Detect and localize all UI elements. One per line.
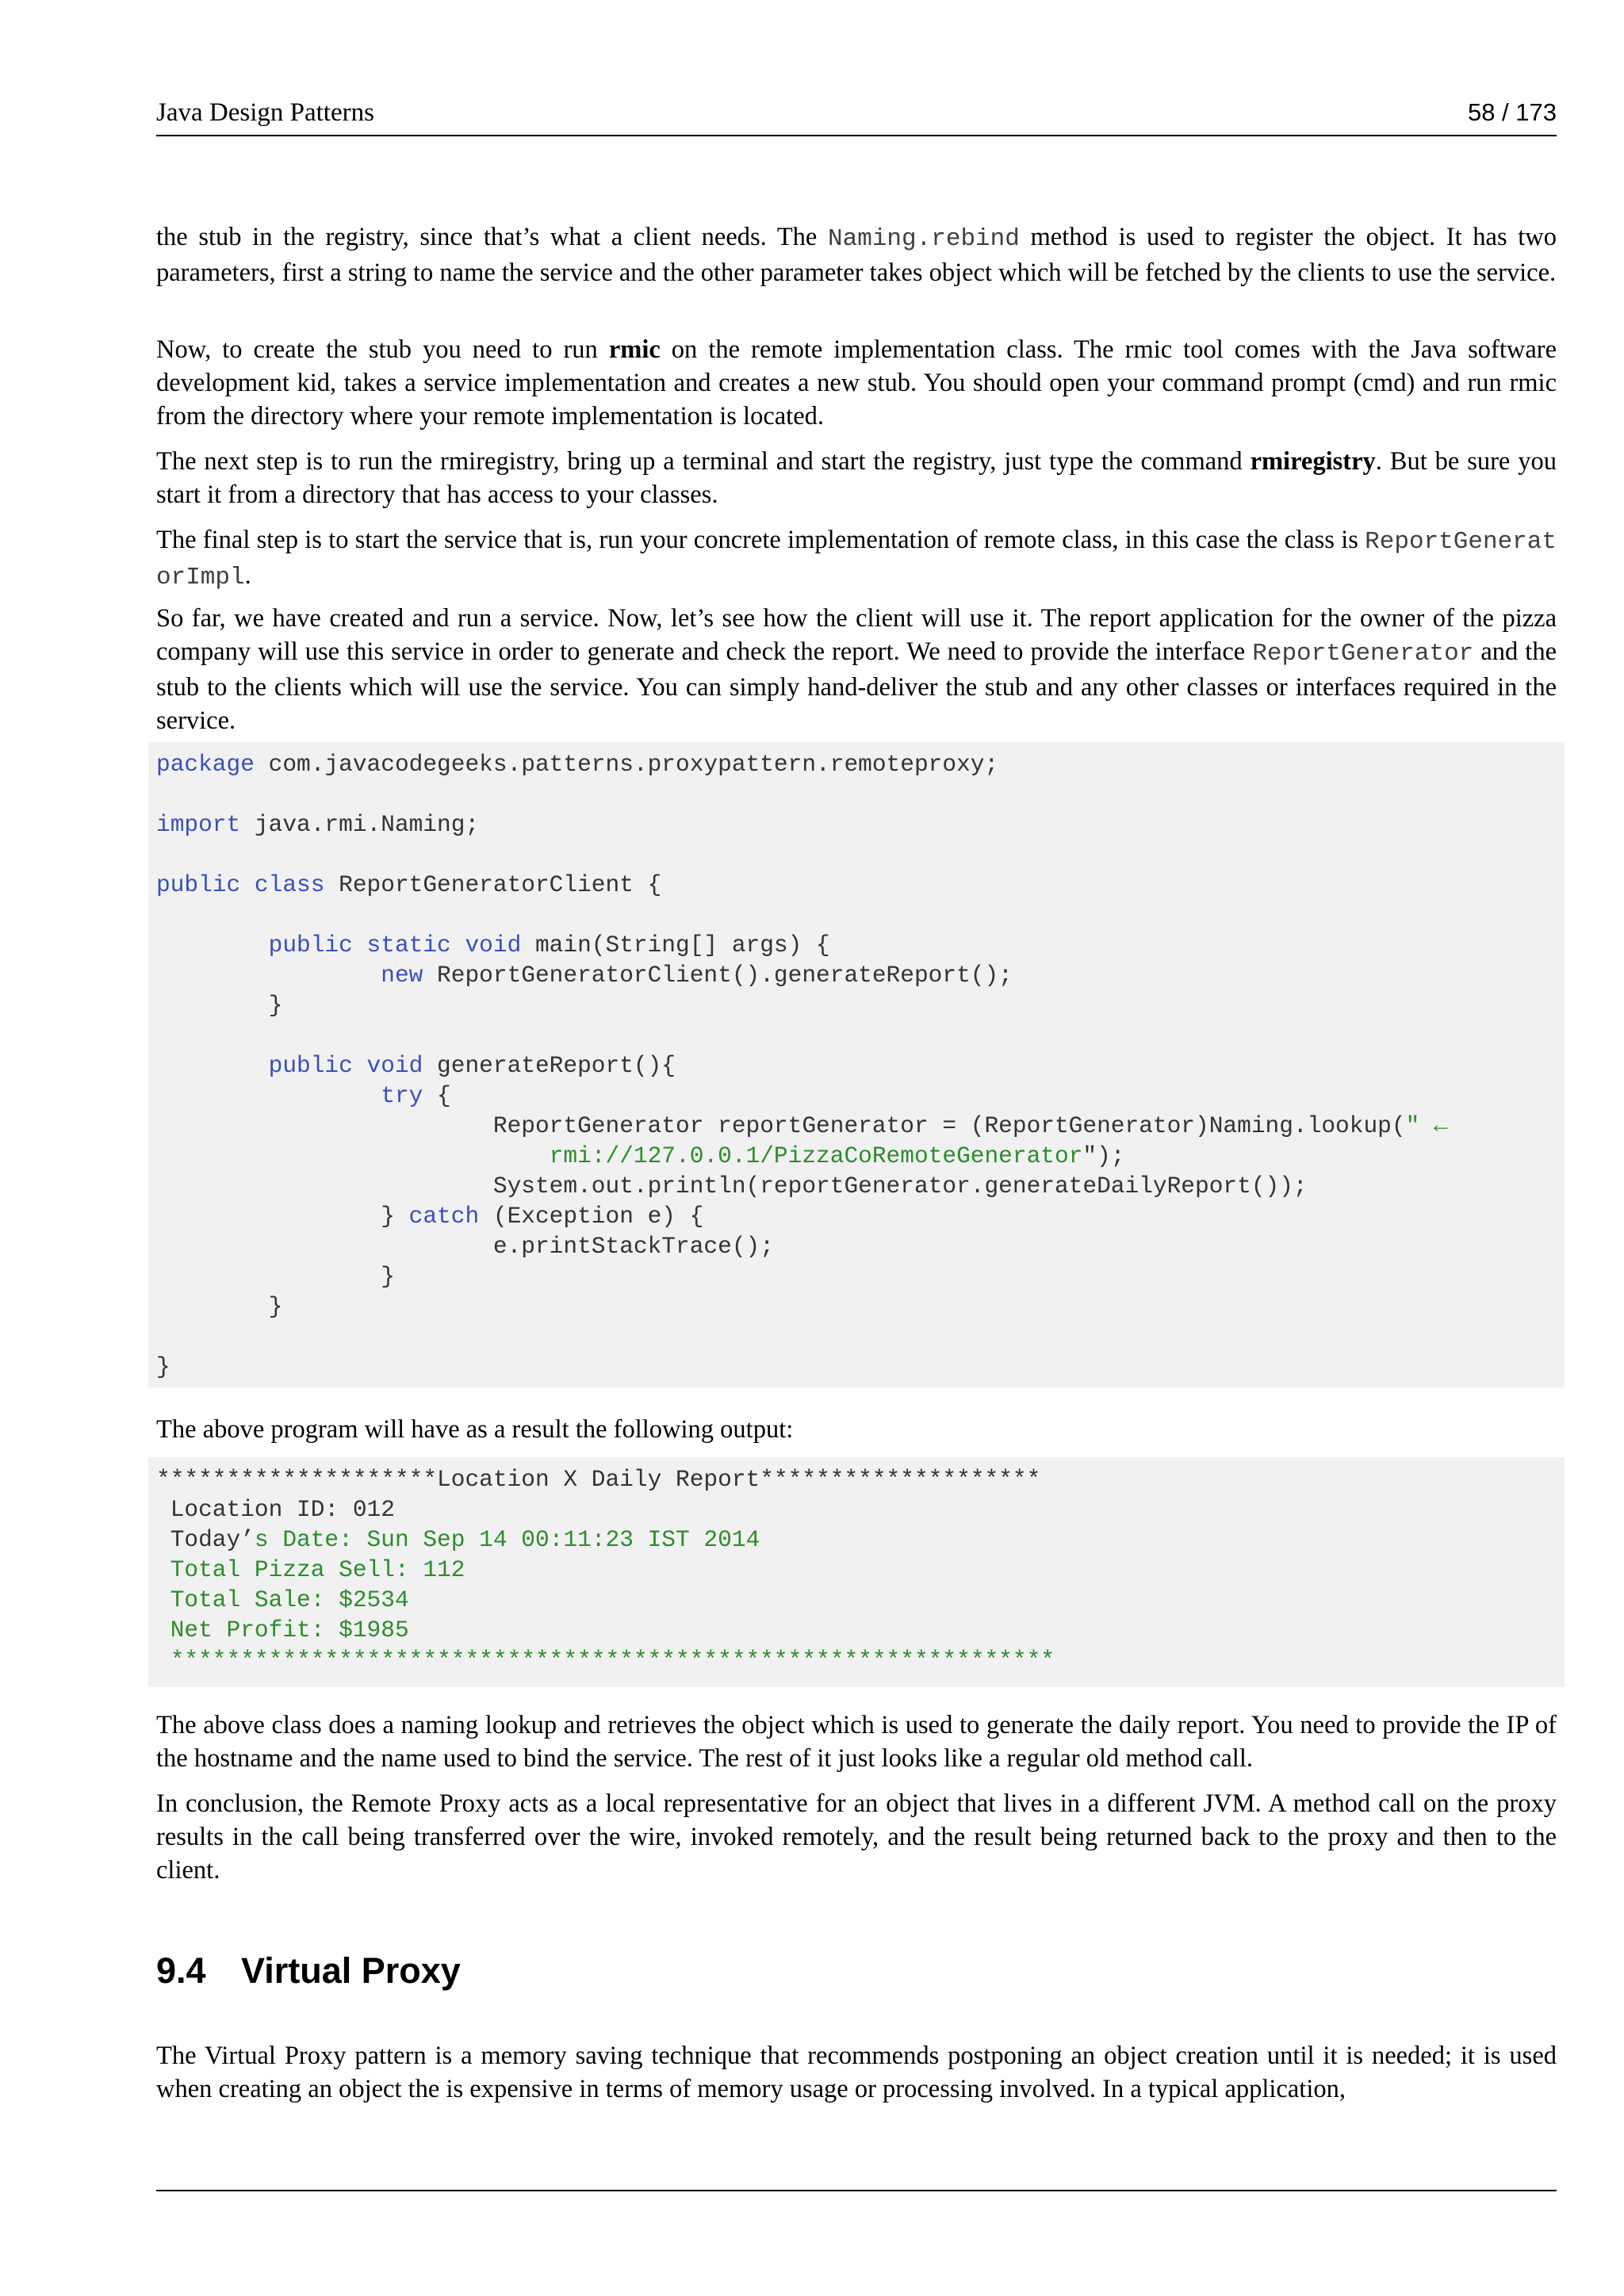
running-header bbox=[156, 98, 1557, 136]
paragraph-rmic: Now, to create the stub you need to run rmic on the remote implementation class. The rmic tool comes with the Java software development kid, takes a service implementation and creates a new stub. You should open your command prompt (cmd) and run rmic from the directory where your remote implementation is located. bbox=[156, 335, 1557, 430]
section-heading bbox=[156, 1950, 461, 1992]
paragraph-final-step: The final step is to start the service that is, run your concrete implementation of remote class, in this case the class is ReportGeneratorImpl. bbox=[156, 526, 1557, 591]
bold-rmic: rmic bbox=[608, 335, 661, 364]
paragraph-rmiregistry: The next step is to run the rmiregistry, bring up a terminal and start the registry, just type the command rmiregistry. But be sure you start it from a directory that has access to your classes. bbox=[156, 447, 1557, 509]
document-page bbox=[156, 0, 1557, 2296]
inline-code-report-generator-impl: ReportGeneratorImpl bbox=[156, 528, 1557, 591]
book-title: Java Design Patterns bbox=[156, 98, 374, 127]
code-listing-client: package com.javacodegeeks.patterns.proxypattern.remoteproxy; import java.rmi.Naming; public class ReportGeneratorClient { public static void main(String[] args) { new ReportGeneratorClient().generateReport(); } public void generateReport(){ try { ReportGenerator reportGenerator = (ReportGenerator)Naming.lookup(" ← rmi://127.0.0.1/PizzaCoRemoteGenerator"); System.out.println(reportGenerator.generateDailyReport()); } catch (Exception e) { e.printStackTrace(); } } } bbox=[148, 742, 1565, 1387]
paragraph-virtual-proxy: The Virtual Proxy pattern is a memory saving technique that recommends postponing an object creation until it is needed; it is used when creating an object the is expensive in terms of memory usage or processing involved. In a typical application, bbox=[156, 2042, 1557, 2103]
paragraph-naming-rebind: the stub in the registry, since that’s what a client needs. The Naming.rebind method is used to register the object. It has two parameters, first a string to name the service and the other parameter takes object which will be fetched by the clients to use the service. bbox=[156, 223, 1557, 287]
paragraph-conclusion: In conclusion, the Remote Proxy acts as a local representative for an object that lives in a different JVM. A method call on the proxy results in the call being transferred over the wire, invoked remotely, and the result being returned back to the proxy and then to the client. bbox=[156, 1789, 1557, 1885]
code-listing-output: ********************Location X Daily Report******************** Location ID: 012 Today’s Date: Sun Sep 14 00:11:23 IST 2014 Total Pizza Sell: 112 Total Sale: $2534 Net Profit: $1985 *************************************************************** bbox=[148, 1457, 1565, 1687]
inline-code-naming-rebind: Naming.rebind bbox=[828, 225, 1020, 253]
footer-rule bbox=[156, 2190, 1557, 2191]
section-number: 9.4 bbox=[156, 1950, 206, 1991]
paragraph-client-usage: So far, we have created and run a service. Now, let’s see how the client will use it. The report application for the owner of the pizza company will use this service in order to generate and check the report. We need to provide the interface ReportGenerator and the stub to the clients which will use the service. You can simply hand-deliver the stub and any other classes or interfaces required in the service. bbox=[156, 604, 1557, 735]
paragraph-output-intro: The above program will have as a result the following output: bbox=[156, 1415, 794, 1444]
section-title: Virtual Proxy bbox=[241, 1950, 461, 1991]
bold-rmiregistry: rmiregistry bbox=[1250, 447, 1376, 476]
inline-code-report-generator: ReportGenerator bbox=[1252, 640, 1474, 668]
paragraph-naming-lookup: The above class does a naming lookup and retrieves the object which is used to generate the daily report. You need to provide the IP of the hostname and the name used to bind the service. The rest of it just looks like a regular old method call. bbox=[156, 1711, 1557, 1773]
page-number: 58 / 173 bbox=[1467, 98, 1557, 126]
